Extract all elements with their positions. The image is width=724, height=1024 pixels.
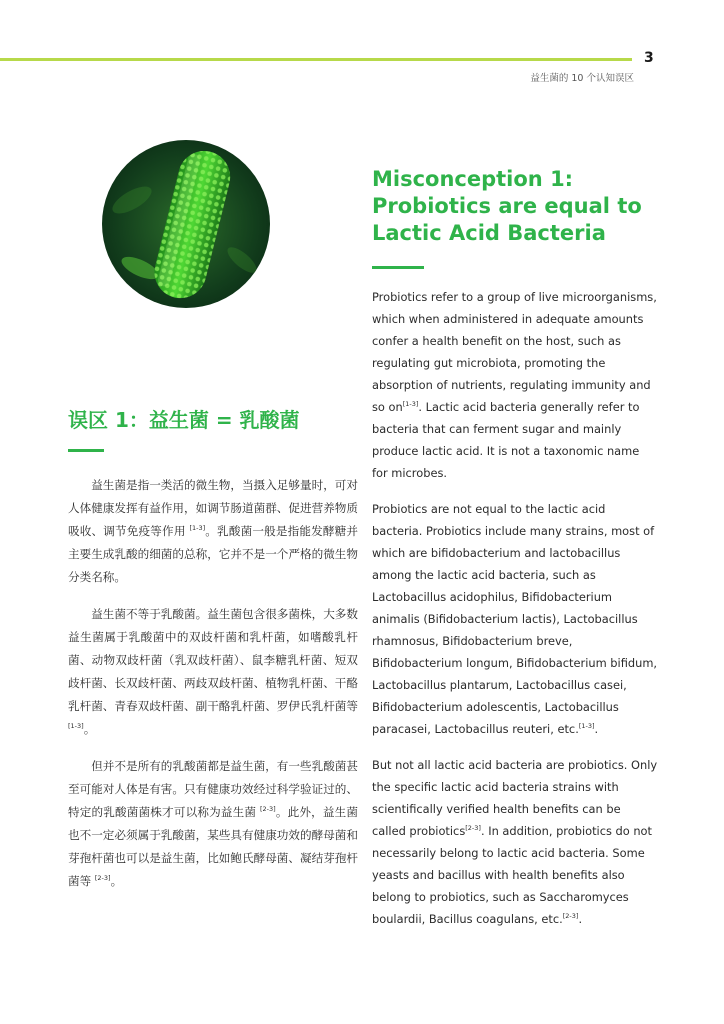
- citation: [1-3]: [578, 722, 595, 731]
- citation: [2-3]: [562, 912, 579, 921]
- running-header: 益生菌的 10 个认知误区: [530, 73, 634, 84]
- chinese-paragraph-2: 益生菌不等于乳酸菌。益生菌包含很多菌株，大多数益生菌属于乳酸菌中的双歧杆菌和乳杆菌，如嗜酸乳杆菌、动物双歧杆菌（乳双歧杆菌）、鼠李糖乳杆菌、短双歧杆菌、长双歧杆菌、两歧双歧杆菌、植物乳杆菌、干酪乳杆菌、青春双歧杆菌、副干酪乳杆菌、罗伊氏乳杆菌等 [1-3]。: [68, 607, 358, 736]
- chinese-heading: 误区 1：益生菌 = 乳酸菌: [68, 408, 300, 432]
- english-heading-rule: [372, 266, 424, 269]
- bacteria-image: [102, 140, 270, 308]
- citation: [2-3]: [259, 805, 276, 814]
- citation: [2-3]: [94, 874, 111, 883]
- chinese-paragraph-1: 益生菌是指一类活的微生物，当摄入足够量时，可对人体健康发挥有益作用，如调节肠道菌群、促进营养物质吸收、调节免疫等作用 [1-3]。乳酸菌一般是指能发酵糖并主要生成乳酸的细菌的总称，它并不是一个严格的微生物分类名称。: [68, 478, 358, 584]
- english-paragraph-1: Probiotics refer to a group of live microorganisms, which when administered in adequate amounts confer a health benefit on the host, such as regulating gut microbiota, promoting the absorption of nutrients, regulating immunity and so on[1-3]. Lactic acid bacteria generally refer to bacteria that can ferment sugar and mainly produce lactic acid. It is not a taxonomic name for microbes.: [372, 290, 657, 480]
- citation: [1-3]: [402, 400, 419, 409]
- english-paragraph-2: Probiotics are not equal to the lactic acid bacteria. Probiotics include many strains, most of which are bifidobacterium and lactobacillus among the lactic acid bacteria, such as Lactobacillus acidophilus, Bifidobacterium animalis (Bifidobacterium lactis), Lactobacillus rhamnosus, Bifidobacterium breve, Bifidobacterium longum, Bifidobacterium bifidum, Lactobacillus plantarum, Lactobacillus casei, Bifidobacterium adolescentis, Lactobacillus paracasei, Lactobacillus reuteri, etc.[1-3].: [372, 502, 658, 736]
- chinese-column: [68, 405, 358, 907]
- page-number: 3: [644, 50, 654, 66]
- citation: [1-3]: [189, 524, 206, 533]
- english-column: [372, 166, 658, 944]
- citation: [2-3]: [465, 824, 481, 833]
- header-rule: [0, 58, 632, 61]
- citation: [1-3]: [68, 722, 84, 731]
- bacteria-illustration-icon: [102, 140, 270, 308]
- english-heading: Misconception 1: Probiotics are equal to Lactic Acid Bacteria: [372, 167, 642, 245]
- chinese-heading-rule: [68, 449, 104, 452]
- english-paragraph-3: But not all lactic acid bacteria are probiotics. Only the specific lactic acid bacteria strains with scientifically verified health benefits can be called probiotics[2-3]. In addition, probiotics do not necessarily belong to lactic acid bacteria. Some yeasts and bacillus with health benefits also belong to probiotics, such as Saccharomyces boulardii, Bacillus coagulans, etc.[2-3].: [372, 758, 658, 926]
- chinese-paragraph-3: 但并不是所有的乳酸菌都是益生菌，有一些乳酸菌甚至可能对人体是有害。只有健康功效经过科学验证过的、特定的乳酸菌菌株才可以称为益生菌 [2-3]。此外，益生菌也不一定必须属于乳酸菌，某些具有健康功效的酵母菌和芽孢杆菌也可以是益生菌，比如鲍氏酵母菌、凝结芽孢杆菌等 [2-3]。: [68, 759, 358, 888]
